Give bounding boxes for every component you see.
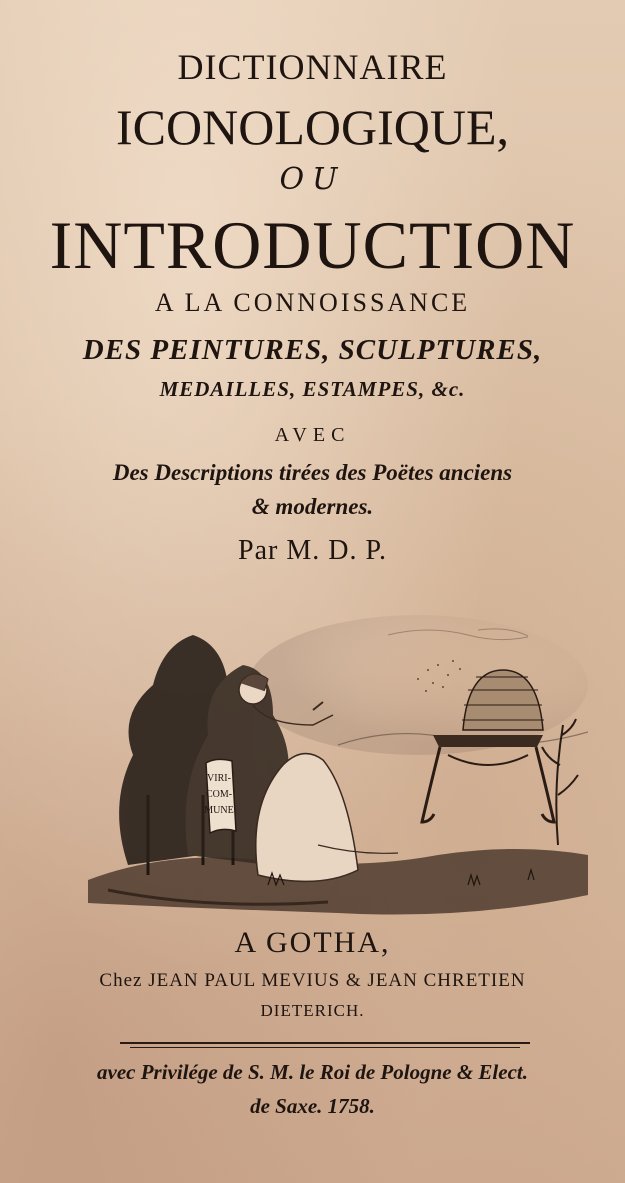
imprint-privilege-2: de Saxe. 1758.	[250, 1094, 375, 1118]
vignette-engraving	[88, 595, 588, 925]
imprint-privilege-1: avec Privilége de S. M. le Roi de Pologne & Elect.	[97, 1060, 528, 1084]
title-line-ou: OU	[279, 162, 346, 197]
title-line-introduction: INTRODUCTION	[49, 207, 576, 283]
scroll-text-3: MUNE	[204, 805, 234, 816]
scroll-text-1: VIRI-	[207, 773, 231, 784]
subtitle-avec: AVEC	[274, 424, 351, 446]
author-line: Par M. D. P.	[238, 535, 387, 566]
imprint-publisher-2: DIETERICH.	[260, 1001, 365, 1020]
subtitle-connoissance: A LA CONNOISSANCE	[154, 288, 471, 317]
subtitle-modernes: & modernes.	[251, 494, 374, 519]
double-rule-top	[120, 1042, 530, 1044]
scroll	[204, 759, 236, 833]
title-line-iconologique: ICONOLOGIQUE,	[116, 99, 509, 155]
scroll-text-2: COM-	[205, 789, 233, 800]
imprint-publisher-1: Chez JEAN PAUL MEVIUS & JEAN CHRETIEN	[99, 970, 526, 991]
title-line-dictionnaire: DICTIONNAIRE	[177, 47, 448, 87]
subtitle-descriptions: Des Descriptions tirées des Poëtes anciens	[112, 460, 513, 485]
double-rule-bottom	[130, 1047, 520, 1048]
subtitle-peintures: DES PEINTURES, SCULPTURES,	[82, 334, 543, 366]
subtitle-medailles: MEDAILLES, ESTAMPES, &c.	[159, 377, 466, 401]
imprint-place: A GOTHA,	[234, 926, 391, 959]
